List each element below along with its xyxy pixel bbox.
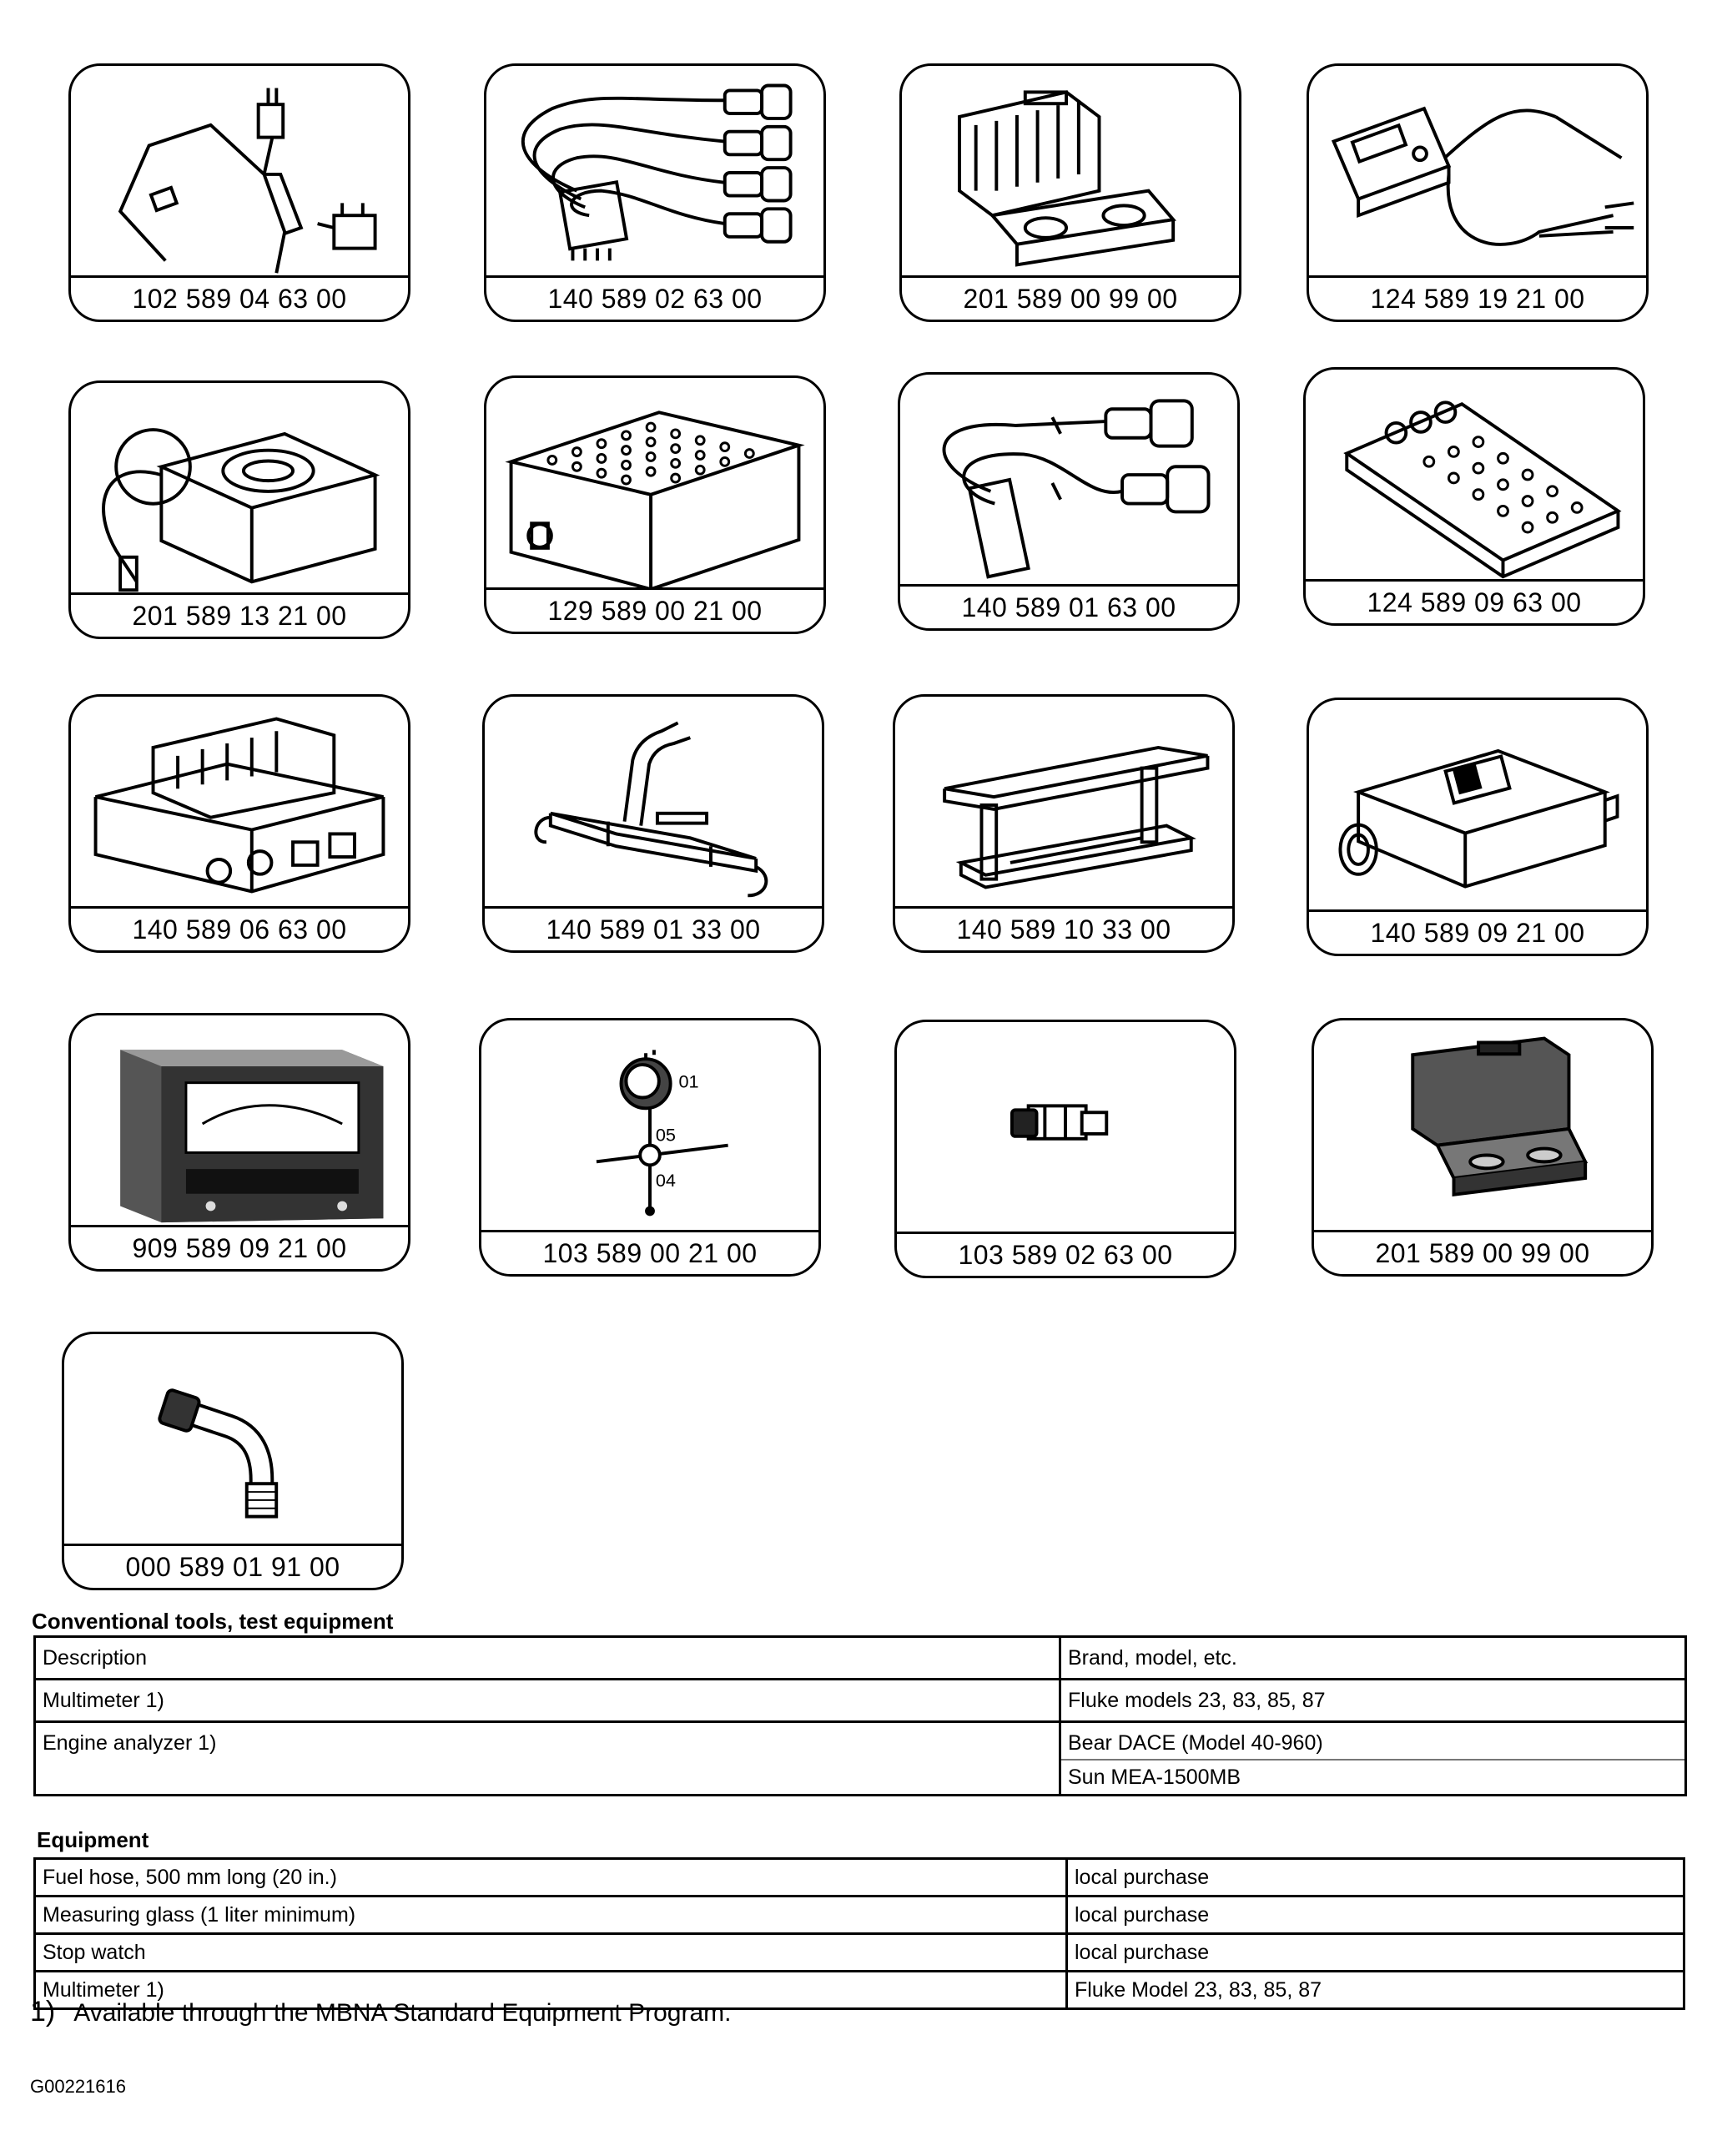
y-cable-adapter-icon — [71, 66, 408, 276]
description-cell: Multimeter 1) — [35, 1680, 1060, 1722]
adapter-fitting-icon — [897, 1022, 1234, 1232]
elbow-fitting-icon — [64, 1334, 401, 1544]
header-description: Description — [35, 1637, 1060, 1680]
part-number: 000 589 01 91 00 — [62, 1544, 404, 1590]
tool-tile — [1307, 63, 1649, 322]
part-number: 140 589 01 33 00 — [482, 906, 824, 953]
support-bridge-icon — [895, 697, 1232, 907]
part-number: 140 589 01 63 00 — [898, 584, 1240, 631]
tool-tile — [68, 694, 410, 953]
tool-tile — [898, 372, 1240, 631]
tool-tile — [482, 694, 824, 953]
header-brand: Brand, model, etc. — [1060, 1637, 1686, 1680]
source-cell: Fluke Model 23, 83, 85, 87 — [1067, 1972, 1684, 2009]
tool-tile — [484, 63, 826, 322]
part-number: 201 589 13 21 00 — [68, 592, 410, 639]
switch-box-icon — [1309, 700, 1646, 910]
tester-with-leads-icon — [1309, 66, 1646, 276]
part-number: 201 589 00 99 00 — [1312, 1230, 1654, 1277]
callout-label: 01 — [678, 1070, 699, 1092]
tool-tile — [893, 694, 1235, 953]
part-number: 124 589 09 63 00 — [1303, 579, 1645, 626]
footnote — [30, 1996, 731, 2028]
tool-tile — [1303, 367, 1645, 626]
pressure-tester-unit-icon — [71, 383, 408, 593]
tool-case-icon — [902, 66, 1239, 276]
part-number: 103 589 02 63 00 — [894, 1232, 1236, 1278]
tool-tile — [68, 63, 410, 322]
analog-meter-icon — [71, 1015, 408, 1226]
part-number: 129 589 00 21 00 — [484, 587, 826, 634]
description-cell: Measuring glass (1 liter minimum) — [35, 1897, 1067, 1934]
part-number: 909 589 09 21 00 — [68, 1225, 410, 1272]
source-cell: local purchase — [1067, 1897, 1684, 1934]
tool-tile — [899, 63, 1241, 322]
tool-tile — [894, 1020, 1236, 1278]
tool-tile — [68, 1013, 410, 1272]
table-row — [35, 1680, 1686, 1722]
tool-case-open-icon — [1314, 1020, 1651, 1231]
table-row — [35, 1934, 1684, 1972]
socket-box-icon — [486, 378, 823, 588]
table-row — [35, 1722, 1686, 1796]
test-cable-icon — [900, 375, 1237, 585]
test-box-icon — [1306, 370, 1643, 580]
callout-label: 05 — [655, 1124, 676, 1146]
multi-plug-test-cable-icon — [486, 66, 823, 276]
part-number: 140 589 09 21 00 — [1307, 909, 1649, 956]
control-unit-tester-icon — [71, 697, 408, 907]
footnote-text: Available through the MBNA Standard Equipment Program. — [73, 1999, 732, 2027]
figure-id: G00221616 — [30, 2076, 126, 2097]
part-number: 140 589 10 33 00 — [893, 906, 1235, 953]
tool-tile — [484, 375, 826, 634]
conventional-tools-title: Conventional tools, test equipment — [32, 1609, 394, 1634]
part-number: 103 589 00 21 00 — [479, 1230, 821, 1277]
source-cell: local purchase — [1067, 1934, 1684, 1972]
part-number: 140 589 06 63 00 — [68, 906, 410, 953]
brand-cell: Fluke models 23, 83, 85, 87 — [1060, 1680, 1686, 1722]
brand-line: Bear DACE (Model 40-960) — [1068, 1731, 1323, 1755]
part-number: 201 589 00 99 00 — [899, 275, 1241, 322]
holder-tool-icon — [485, 697, 822, 907]
conventional-tools-table — [33, 1635, 1687, 1796]
tool-tile — [62, 1332, 404, 1590]
callout-label: 04 — [655, 1169, 676, 1191]
dial-gauge-assembly-icon — [481, 1020, 818, 1231]
part-number: 102 589 04 63 00 — [68, 275, 410, 322]
description-cell: Fuel hose, 500 mm long (20 in.) — [35, 1859, 1067, 1897]
table-row — [35, 1859, 1684, 1897]
tool-tile — [479, 1018, 821, 1277]
equipment-table — [33, 1857, 1685, 2010]
description-cell: Stop watch — [35, 1934, 1067, 1972]
brand-line: Sun MEA-1500MB — [1061, 1759, 1684, 1790]
footnote-marker: 1) — [30, 1996, 56, 2028]
tool-tile — [1307, 698, 1649, 956]
brand-cell — [1060, 1722, 1686, 1796]
source-cell: local purchase — [1067, 1859, 1684, 1897]
equipment-title: Equipment — [37, 1827, 149, 1852]
description-cell: Multimeter 1) — [35, 1972, 1067, 2009]
part-number: 140 589 02 63 00 — [484, 275, 826, 322]
description-cell: Engine analyzer 1) — [35, 1722, 1060, 1796]
tool-tile — [1312, 1018, 1654, 1277]
part-number: 124 589 19 21 00 — [1307, 275, 1649, 322]
table-row — [35, 1897, 1684, 1934]
tool-tile — [68, 380, 410, 639]
table-header-row — [35, 1637, 1686, 1680]
